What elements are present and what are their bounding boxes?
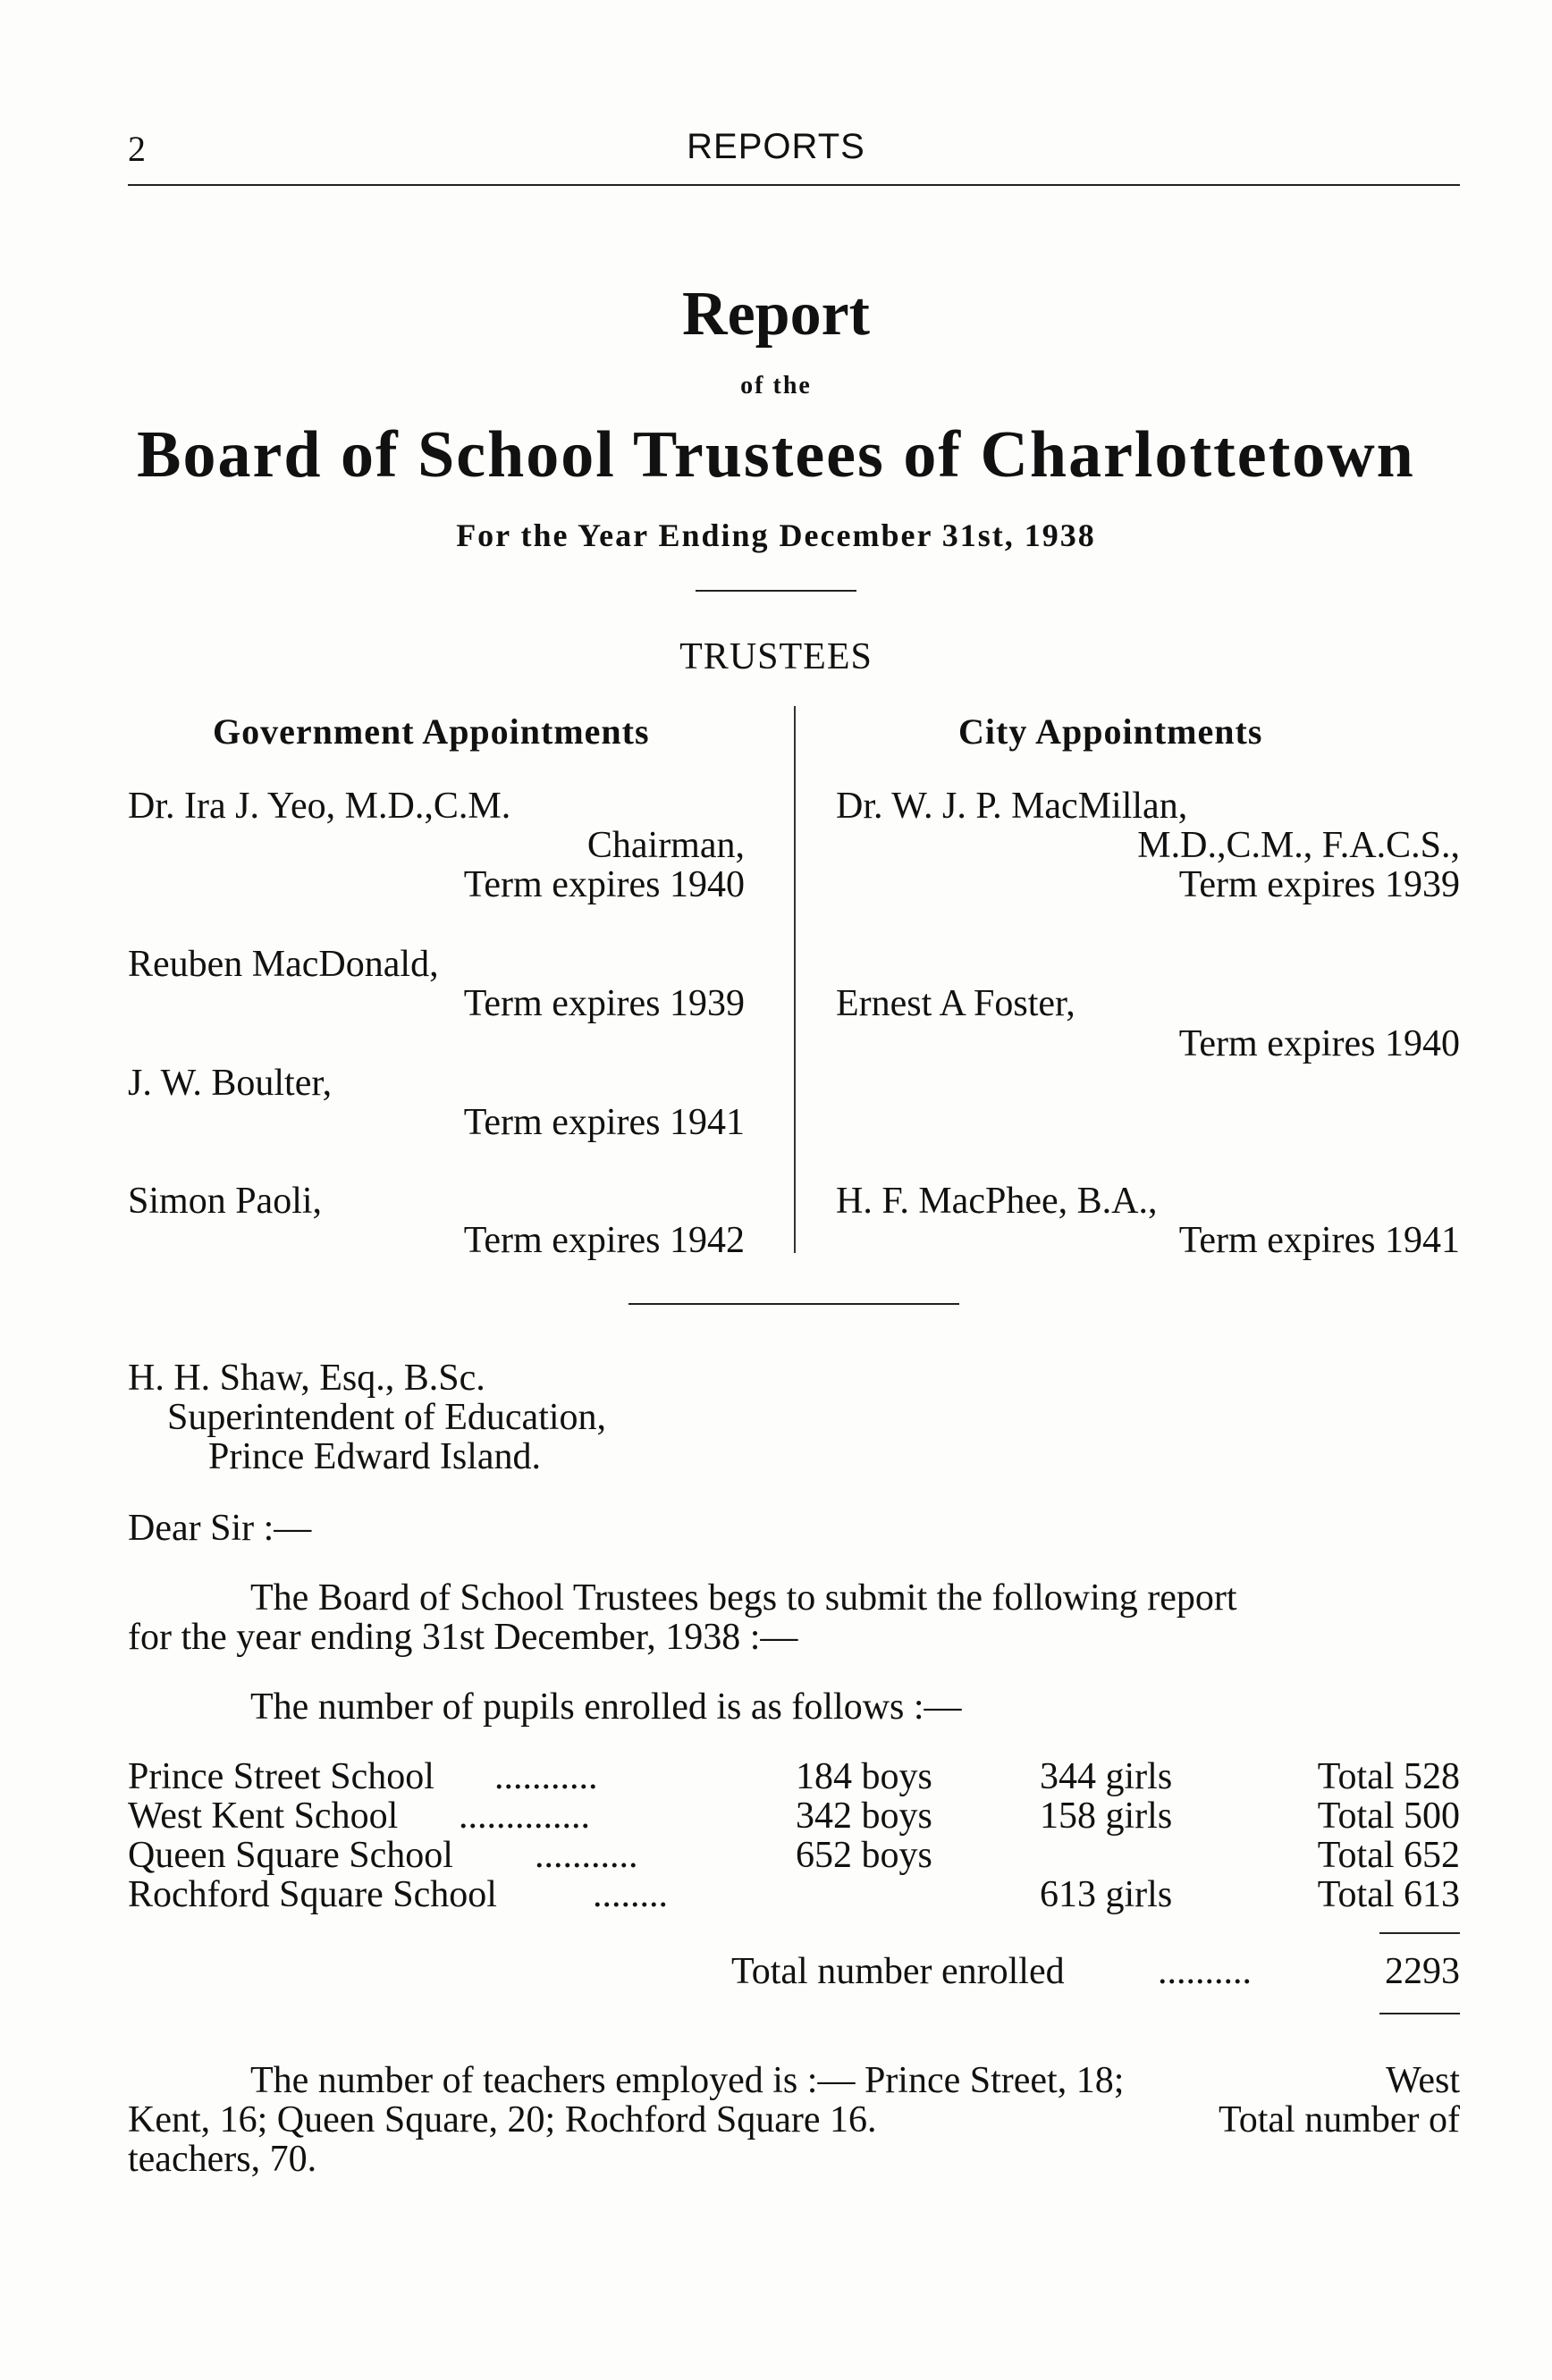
header-rule (128, 184, 1460, 186)
teachers-line-2-left: Kent, 16; Queen Square, 20; Rochford Square 16. (128, 2099, 877, 2140)
girls-count: 344 girls (1040, 1756, 1173, 1797)
board-title: Board of School Trustees of Charlottetown (137, 418, 1415, 492)
trustees-heading: TRUSTEES (679, 636, 873, 677)
running-title: REPORTS (687, 127, 865, 166)
total-enrolled-label: Total number enrolled (731, 1951, 1065, 1992)
school-name: Prince Street School (128, 1756, 434, 1797)
gov-trustee-1-role: Chairman, (586, 825, 745, 866)
school-name: Queen Square School (128, 1835, 453, 1876)
city-trustee-1-credentials: M.D.,C.M., F.A.C.S., (1137, 825, 1460, 866)
table-row (128, 1832, 1460, 1876)
salutation: Dear Sir :— (128, 1508, 312, 1549)
teachers-line-2-right: Total number of (1219, 2099, 1460, 2140)
gov-trustee-3-name: J. W. Boulter, (128, 1063, 333, 1104)
pupils-intro: The number of pupils enrolled is as follows :— (250, 1686, 962, 1728)
total-rule-bottom (1379, 2013, 1460, 2014)
gov-trustee-1-name: Dr. Ira J. Yeo, M.D.,C.M. (128, 786, 511, 827)
row-total: Total 528 (1317, 1756, 1460, 1797)
city-trustee-2-term: Term expires 1940 (1178, 1023, 1460, 1064)
city-trustee-2-name: Ernest A Foster, (836, 983, 1075, 1024)
teachers-line-1-left: The number of teachers employed is :— Prince Street, 18; (250, 2060, 1125, 2101)
addressee-location: Prince Edward Island. (208, 1436, 542, 1477)
page-number: 2 (128, 129, 146, 169)
school-name: Rochford Square School (128, 1874, 497, 1915)
column-divider (794, 706, 796, 1253)
intro-line-2: for the year ending 31st December, 1938 :— (128, 1617, 798, 1658)
intro-line-1: The Board of School Trustees begs to submit the following report (250, 1577, 1237, 1619)
total-rule-top (1379, 1932, 1460, 1934)
leader-dots: .............. (459, 1796, 590, 1837)
total-leader-dots: .......... (1158, 1951, 1252, 1992)
city-trustee-1-name: Dr. W. J. P. MacMillan, (836, 786, 1188, 827)
row-total: Total 652 (1317, 1835, 1460, 1876)
leader-dots: ........... (494, 1756, 598, 1797)
city-heading: City Appointments (958, 711, 1263, 752)
gov-trustee-3-term: Term expires 1941 (463, 1102, 745, 1143)
city-trustee-3-term: Term expires 1941 (1178, 1220, 1460, 1261)
trustees-divider (628, 1303, 959, 1305)
leader-dots: ........ (593, 1874, 668, 1915)
school-name: West Kent School (128, 1796, 399, 1837)
government-heading: Government Appointments (213, 711, 650, 752)
teachers-line-1-right: West (1386, 2060, 1460, 2101)
table-row (128, 1793, 1460, 1837)
row-total: Total 613 (1317, 1874, 1460, 1915)
gov-trustee-4-term: Term expires 1942 (463, 1220, 745, 1261)
title-divider (696, 590, 856, 592)
enrollment-table (128, 1753, 1460, 1914)
girls-count: 613 girls (1040, 1874, 1173, 1915)
addressee-name: H. H. Shaw, Esq., B.Sc. (128, 1358, 485, 1399)
teachers-line-3: teachers, 70. (128, 2139, 317, 2180)
gov-trustee-2-name: Reuben MacDonald, (128, 944, 439, 985)
boys-count: 184 boys (796, 1756, 932, 1797)
addressee-title: Superintendent of Education, (167, 1397, 607, 1438)
total-enrolled-value: 2293 (1385, 1951, 1460, 1992)
city-trustee-3-name: H. F. MacPhee, B.A., (836, 1181, 1158, 1222)
table-row (128, 1871, 1460, 1915)
city-trustee-1-term: Term expires 1939 (1178, 864, 1460, 905)
gov-trustee-1-term: Term expires 1940 (463, 864, 745, 905)
year-subtitle: For the Year Ending December 31st, 1938 (456, 517, 1096, 553)
gov-trustee-4-name: Simon Paoli, (128, 1181, 323, 1222)
of-the-text: of the (740, 372, 812, 399)
leader-dots: ........... (535, 1835, 638, 1876)
gov-trustee-2-term: Term expires 1939 (463, 983, 745, 1024)
row-total: Total 500 (1317, 1796, 1460, 1837)
girls-count: 158 girls (1040, 1796, 1173, 1837)
boys-count: 342 boys (796, 1796, 932, 1837)
report-title: Report (682, 280, 870, 349)
table-row (128, 1753, 1460, 1797)
boys-count: 652 boys (796, 1835, 932, 1876)
